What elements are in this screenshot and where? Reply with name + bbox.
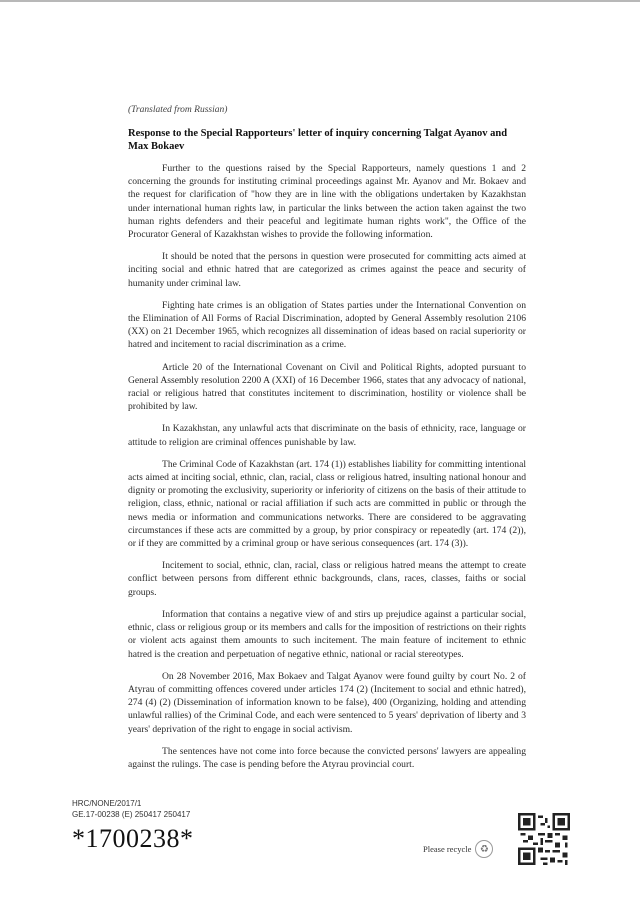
document-page: [128, 105, 526, 780]
paragraph: In Kazakhstan, any unlawful acts that discriminate on the basis of ethnicity, race, language or attitude to religion are criminal offences punishable by law.: [128, 423, 526, 448]
paragraph: On 28 November 2016, Max Bokaev and Talgat Ayanov were found guilty by court No. 2 of Atyrau of committing offences covered under articles 174 (2) (Incitement to social and ethnic hatred), 274 (4) (2) (Dissemination of information known to be false), 400 (Organizing, holding and attending unlawful rallies) of the Criminal Code, and each were sentenced to 5 years' deprivation of liberty and 3 years' deprivation of the right to engage in social activism.: [128, 670, 526, 735]
job-number: GE.17-00238 (E) 250417 250417: [72, 810, 191, 819]
paragraph: It should be noted that the persons in question were prosecuted for committing acts aimed at inciting social and ethnic hatred that are categorized as crimes against the peace and security of humanity under criminal law.: [128, 251, 526, 289]
paragraph: Further to the questions raised by the Special Rapporteurs, namely questions 1 and 2 concerning the grounds for instituting criminal proceedings against Mr. Ayanov and Mr. Bokaev and the request for clarification of "how they are in line with the obligations undertaken by Kazakhstan under international human rights law, in particular the links between the action taken against the two human rights defenders and their peaceful and legitimate human rights work", the Office of the Procurator General of Kazakhstan wishes to provide the following information.: [128, 163, 526, 241]
paragraph: Information that contains a negative view of and stirs up prejudice against a particular social, ethnic, class or religious group or its members and calls for the imposition of restrictions on their rights or violent acts against them amounts to such incitement. The main feature of incitement to ethnic hatred is the creation and perpetuation of negative ethnic, national or racial stereotypes.: [128, 608, 526, 660]
paragraph: Fighting hate crimes is an obligation of States parties under the International Convention on the Elimination of All Forms of Racial Discrimination, adopted by General Assembly resolution 2106 (XX) on 21 December 1965, which recognizes all dissemination of ideas based on racial superiority or hatred and incitement to racial discrimination as a crime.: [128, 299, 526, 351]
paragraph: Article 20 of the International Covenant on Civil and Political Rights, adopted pursuant to General Assembly resolution 2200 A (XXI) of 16 December 1966, states that any advocacy of national, racial or religious hatred that constitutes incitement to discrimination, hostility or violence shall be prohibited by law.: [128, 361, 526, 413]
qr-code-icon: [518, 813, 570, 865]
paragraph: The sentences have not come into force because the convicted persons' lawyers are appealing against the rulings. The case is pending before the Atyrau provincial court.: [128, 745, 526, 770]
recycle-label: Please recycle: [423, 844, 472, 854]
paragraph: The Criminal Code of Kazakhstan (art. 174 (1)) establishes liability for committing intentional acts aimed at inciting social, ethnic, clan, racial, class or religious hatred, insulting national honour and dignity or promoting the exclusivity, superiority or inferiority of citizens on the basis of their attitude to religion, class, ethnic, national or racial affiliation if such acts are committed in public or through the news media or information and communications networks. There are considered to be aggravating circumstances if these acts are committed by a group, by prior conspiracy or repeatedly (art. 174 (2)), or if they are committed by a criminal group or have serious consequences (art. 174 (3)).: [128, 458, 526, 550]
scan-top-border: [0, 0, 640, 2]
document-footer: [72, 798, 194, 854]
recycle-notice: [423, 840, 493, 858]
translation-note: (Translated from Russian): [128, 105, 228, 115]
recycle-icon: ♻: [475, 840, 493, 858]
barcode-number: *1700238*: [72, 824, 194, 853]
document-symbol: HRC/NONE/2017/1: [72, 799, 142, 808]
document-title: Response to the Special Rapporteurs' letter of inquiry concerning Talgat Ayanov and Max Bokaev: [128, 128, 508, 152]
paragraph: Incitement to social, ethnic, clan, racial, class or religious hatred means the attempt to create conflict between persons from different ethnic backgrounds, clans, races, classes, faiths or social groups.: [128, 560, 526, 598]
